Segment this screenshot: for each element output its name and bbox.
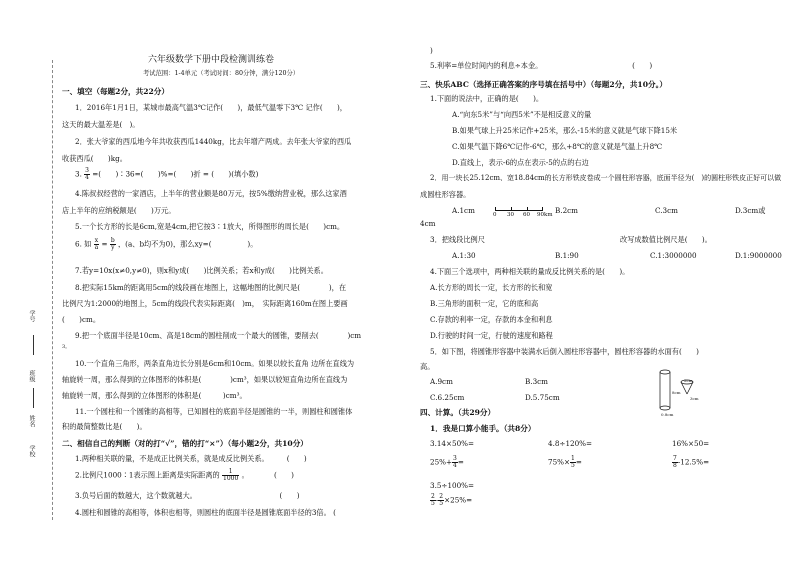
ruler-tick [542,207,543,211]
choice-3-b: B.1:90 [555,251,579,260]
q1-line2: 这天的最大温差是( )。 [62,120,140,129]
judge-2 [75,469,294,482]
q6-fraction-x [94,238,100,251]
q9-line1: 9.把一个底面半径是10cm、高是18cm的圆柱削成一个最大的圆锥，要削去( )cm [75,331,362,340]
info-gutter [27,200,41,460]
q2-line1: 2．张大爷家的西瓜地今年共收获西瓜1440kg，比去年增产两成。去年张大爷家的西瓜 [75,137,352,146]
q3-text: =( )∶36=( )%=( )折 = ( )(填小数) [92,169,259,179]
calc-8-post: ×25%= [444,495,473,505]
calc-5-num: 1 [571,455,575,462]
calc-6 [672,456,709,469]
choice-2-line2: 成圆柱形容器。 [420,190,471,199]
section-calc: 四、计算。（共29分） [420,408,496,417]
gutter-label-class: 班级 [28,370,35,382]
calc-4-den: 4 [453,462,457,469]
calc-8-num1: 2 [431,493,435,500]
q6-fraction-b [110,238,116,251]
calc-4-post: = [457,457,464,467]
q3-numerator: 3 [85,167,89,174]
calc-8-den1: 5 [431,500,435,507]
section-choice: 三、快乐ABC（选择正确答案的序号填在括号中）（每题2分，共10分。） [420,80,667,89]
choice-1-c: C.如果气温下降6℃记作-6℃，那么+8℃的意义就是气温上升8℃ [452,142,663,151]
choice-3-pre: 3．把线段比例尺 [430,235,485,244]
ruler-tick [511,207,512,211]
section-fill-blank: 一、填空（每题2分，共22分） [62,87,169,96]
q6-equals: = [101,239,108,249]
calc-6-den: 8 [673,462,677,469]
judge-3: 3.负号后面的数越大，这个数就越大。 ( ) [75,491,300,500]
calc-1: 3.14×50%= [430,439,475,448]
ruler-tick [495,207,496,211]
choice-5-line2: 高。 [420,362,435,371]
section-judgement: 二、相信自己的判断（对的打“√”，错的打“×”）（每小题2分，共10分） [62,439,308,448]
q6-x-num: x [94,237,99,244]
choice-3-c: C.1:3000000 [650,251,697,260]
choice-3-a: A.1:30 [452,251,476,260]
choice-1: 1.下面的说法中，正确的是( )。 [430,94,544,103]
judge-1: 1.两种相关联的量，不是成正比例关系，就是成反比例关系。 ( ) [75,454,307,463]
judge-5: 5.利率=单位时间内的利息÷本金。 ( ) [430,61,653,70]
binding-line [52,60,53,520]
judge-2-fraction [222,469,239,482]
q11-line2: 积的最简整数比是( )。 [62,422,147,431]
choice-1-a: A.“向东5米”与“向西5米”不是相反意义的量 [452,110,592,119]
subsection-mental-math: 1．我是口算小能手。（共8分） [430,424,536,433]
choice-2-line1: 2．用一块长25.12cm、宽18.84cm的长方形铁皮卷成一个圆柱形容器，底面半径为( )的圆柱形铁皮正好可以做 [430,174,782,182]
ruler-label-60: 60 [523,212,530,218]
choice-4-d: D.行驶的时间一定，行驶的速度和路程 [430,331,553,340]
choice-2-c: C.3cm [655,206,678,215]
choice-3-post: 改写成数值比例尺是( )。 [620,235,712,244]
ruler-tick [527,207,528,211]
judge-4: 4.圆柱和圆锥的高相等，体积也相等，则圆柱的底面半径是圆锥底面半径的3倍。 ( [75,508,336,517]
q10-line3: 轴旋转一周，那么得到的立体图形的体积是( )cm³。 [62,391,247,400]
fig-height-cylinder: 8cm [672,390,681,395]
calc-5-post: = [575,457,582,467]
choice-5-line1: 5．如下图，将圆锥形容器中装满水后倒入圆柱形容器中，圆柱形容器的水面有( ) [430,347,699,356]
choice-1-b: B.如果气球上升25米记作+25米，那么-15米的意义就是气球下降15米 [452,126,678,135]
calc-5-den: 5 [571,462,575,469]
q6-b-den: y [111,244,115,251]
calc-8 [430,494,472,507]
q6-prefix: 6. 如 [75,239,92,249]
calc-5 [548,456,582,469]
q9-line2: 3。 [62,344,71,350]
judge-4-close: ) [430,46,433,55]
choice-2-d: D.3cm或 [735,206,766,215]
choice-5-b: B.3cm [525,377,548,386]
calc-6-post: -12.5%= [677,457,710,467]
fig-diameter-cone: 2cm [684,378,693,383]
gutter-line [33,335,34,355]
calc-4-num: 3 [453,455,457,462]
gutter-label-name: 姓名 [28,415,35,427]
q3-number: 3. [75,169,82,179]
q6-x-den: a [94,244,99,251]
calc-5-pre: 75%× [548,457,570,467]
q2-line2: 收获西瓜( )kg。 [62,154,127,163]
gutter-label-id: 学号 [28,310,35,322]
gutter-label-school: 学校 [28,445,35,457]
q8-line1: 8.把实际15km的距离用5cm的线段画在地图上，这幅地图的比例尺是( )，在 [75,283,347,292]
choice-1-d: D.直线上，表示-6的点在表示-5的点的右边 [452,158,589,167]
scale-ruler [495,204,543,211]
choice-3-d: D.1:9000000 [735,251,782,260]
calc-6-num: 7 [673,455,677,462]
judge-2-den: 1000 [223,475,239,482]
calc-7: 3.5÷100%= [430,481,475,490]
q4-line1: 4.陈叔叔经营的一家酒店，上半年的营业额是80万元，按5%缴纳营业税，那么这家酒 [75,189,347,198]
choice-2-a: A.1cm [452,206,475,215]
choice-5-c: C.6.25cm [430,393,465,402]
choice-4-b: B.三角形的面积一定，它的底和高 [430,299,539,308]
judge-2-num: 1 [222,469,239,476]
calc-8-den2: 5 [439,500,444,507]
page-title: 六年级数学下册中段检测训练卷 [148,55,275,65]
ruler-label-30: 30 [507,212,514,218]
q7: 7.若y=10x(x≠0,y≠0)，则x和y成( )比例关系；若x和y成( )比例关系。 [75,266,328,275]
q11-line1: 11.一个圆柱和一个圆锥的高相等，已知圆柱的底面半径是圆锥的一半，则圆柱和圆锥体 [75,407,353,416]
q4-line2: 店上半年的应纳税额是( )万元。 [62,206,176,215]
q10-line2: 轴旋转一周，那么得到的立体图形的体积是( )cm³，如果以较短直角边所在直线为 [62,375,348,384]
q6-text: ，(a、b均不为0)，那么xy=( )。 [117,239,258,249]
choice-5-a: A.9cm [430,377,453,386]
choice-4-c: C.存款的利率一定，存款的本金和利息 [430,315,553,324]
q8-line3: ( )cm。 [62,315,101,324]
q10-line1: 10.一个直角三角形，两条直角边长分别是6cm和10cm。如果以较长直角 边所在直线为 [75,359,355,368]
choice-2-b: B.2cm [555,206,578,215]
ruler-label-0: 0 [493,212,497,218]
judge-2-text: 2.比例尺1000∶1表示图上距离是实际距离的 [75,470,220,480]
choice-4: 4.下面三个选项中，两种相关联的量成反比例关系的是( )。 [430,267,630,276]
fig-height-cone: 3cm [690,396,699,401]
calc-8-minus: - [435,495,439,505]
choice-4-a: A.长方形的周长一定，长方形的长和宽 [430,283,553,292]
q3-denominator: 4 [85,174,89,181]
choice-5-d: D.5.75cm [525,393,560,402]
q3-fraction [84,168,90,181]
page-subtitle: 考试范围：1-4单元（考试时间：80分钟，满分120分） [143,70,300,77]
fig-diameter-cylinder: 0.8cm [661,412,674,417]
calc-8-num2: 2 [439,493,444,500]
judge-2-tail: 。 ( ) [241,470,294,480]
calc-4 [430,456,464,469]
calc-3: 16%×50= [672,439,710,448]
q1-line1: 1．2016年1月1日，某城市最高气温3℃记作( )，最低气温零下3℃ 记作( )， [75,103,347,112]
q3 [75,168,258,181]
q6-b-num: b [110,237,115,244]
q5: 5.一个长方形的长是6cm,宽是4cm,把它按3∶1放大，所得图形的周长是( )cm。 [75,222,345,231]
gutter-line [33,388,34,408]
calc-4-pre: 25%+ [430,457,452,467]
q8-line2: 比例尺为1:2000的地图上，5cm的线段代表实际距离( )m， 实际距离160m在图上要画 [62,299,348,308]
choice-2-d-cont: 4cm [420,219,436,228]
ruler-label-90km: 90km [537,212,553,218]
calc-2: 4.8÷120%= [548,439,593,448]
q6 [75,238,257,251]
